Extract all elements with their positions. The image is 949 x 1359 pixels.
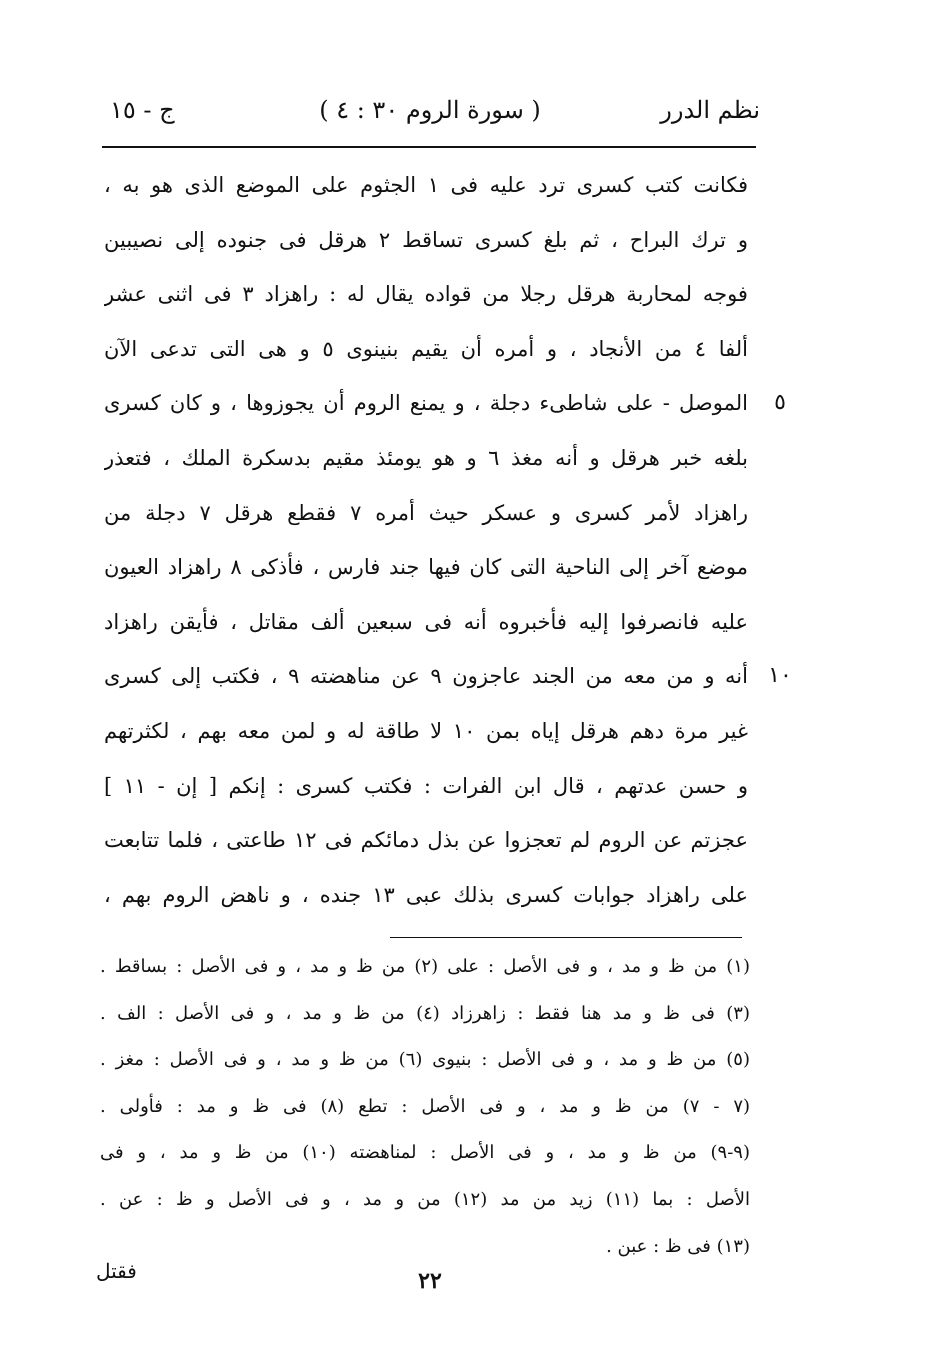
text-line: على راهزاد جوابات كسرى بذلك عبى ١٣ جنده ، و ناهض الروم بهم ، (104, 882, 748, 907)
text-line: غير مرة دهم هرقل إياه بمن ١٠ لا طاقة له و لمن معه بهم ، لكثرتهم (104, 718, 748, 743)
text-line: و ترك البراح ، ثم بلغ كسرى تساقط ٢ هرقل فى جنوده إلى نصيبين (104, 227, 748, 252)
running-header (100, 88, 760, 132)
page-number: ٢٢ (418, 1268, 442, 1294)
volume-number: ج - ١٥ (110, 96, 175, 124)
line-marker-10: ١٠ (768, 663, 792, 689)
text-line: الموصل - على شاطىء دجلة ، و يمنع الروم أن يجوزوها ، و كان كسرى (104, 391, 748, 416)
book-title: نظم الدرر (660, 96, 760, 124)
line-marker-5: ٥ (774, 390, 786, 416)
text-line: بلغه خبر هرقل و أنه مغذ ٦ و هو يومئذ مقيم بدسكرة الملك ، فتعذر (104, 445, 748, 470)
footnote-separator (390, 937, 742, 938)
text-line: فكانت كتب كسرى ترد عليه فى ١ الجثوم على الموضع الذى هو به ، (104, 173, 748, 197)
footnote-line: الأصل : بما (١١) زيد من مد (١٢) من و مد ، و فى الأصل و ظ : عن . (100, 1188, 750, 1210)
text-line: أنه و من معه من الجند عاجزون ٩ عن مناهضته ٩ ، فكتب إلى كسرى (104, 664, 748, 689)
footnote-line: (٩-٩) من ظ و مد ، و فى الأصل : لمناهضته (١٠) من ظ و مد ، و فى (100, 1142, 750, 1164)
text-line: عليه فانصرفوا إليه فأخبروه أنه فى سبعين ألف مقاتل ، فأيقن راهزاد (104, 609, 748, 634)
surah-reference: ( سورة الروم ٣٠ : ٤ ) (319, 96, 541, 124)
footnote-line: (١٣) فى ظ : عبن . (606, 1235, 750, 1257)
header-rule (102, 146, 756, 148)
footnote-line: (٥) من ظ و مد ، و فى الأصل : بنيوى (٦) من ظ و مد ، و فى الأصل : مغز . (100, 1049, 750, 1071)
footnote-line: (٣) فى ظ و مد هنا فقط : زاهرزاد (٤) من ظ و مد ، و فى الأصل : الف . (100, 1002, 750, 1024)
text-line: و حسن عدتهم ، قال ابن الفرات : فكتب كسرى : إنكم [ إن - ١١ ] (104, 773, 748, 798)
text-line: موضع آخر إلى الناحية التى كان فيها جند فارس ، فأذكى ٨ راهزاد العيون (104, 555, 748, 580)
main-text (104, 158, 748, 922)
catchword: فقتل (96, 1259, 137, 1283)
text-line: فوجه لمحاربة هرقل رجلا من قواده يقال له : راهزاد ٣ فى اثنى عشر (104, 282, 748, 307)
text-line: راهزاد لأمر كسرى و عسكر حيث أمره ٧ فقطع هرقل ٧ دجلة من (104, 500, 748, 525)
text-line: ألفا ٤ من الأنجاد ، و أمره أن يقيم بنينوى ٥ و هى التى تدعى الآن (104, 336, 748, 361)
footnote-line: (٧ - ٧) من ظ و مد ، و فى الأصل : تطع (٨) فى ظ و مد : فأولى . (100, 1095, 750, 1117)
text-line: عجزتم عن الروم لم تعجزوا عن بذل دمائكم فى ١٢ طاعتى ، فلما تتابعت (104, 828, 748, 853)
footnotes (100, 944, 750, 1270)
footnote-line: (١) من ظ و مد ، و فى الأصل : على (٢) من ظ و مد ، و فى الأصل : بساقط . (100, 956, 750, 977)
